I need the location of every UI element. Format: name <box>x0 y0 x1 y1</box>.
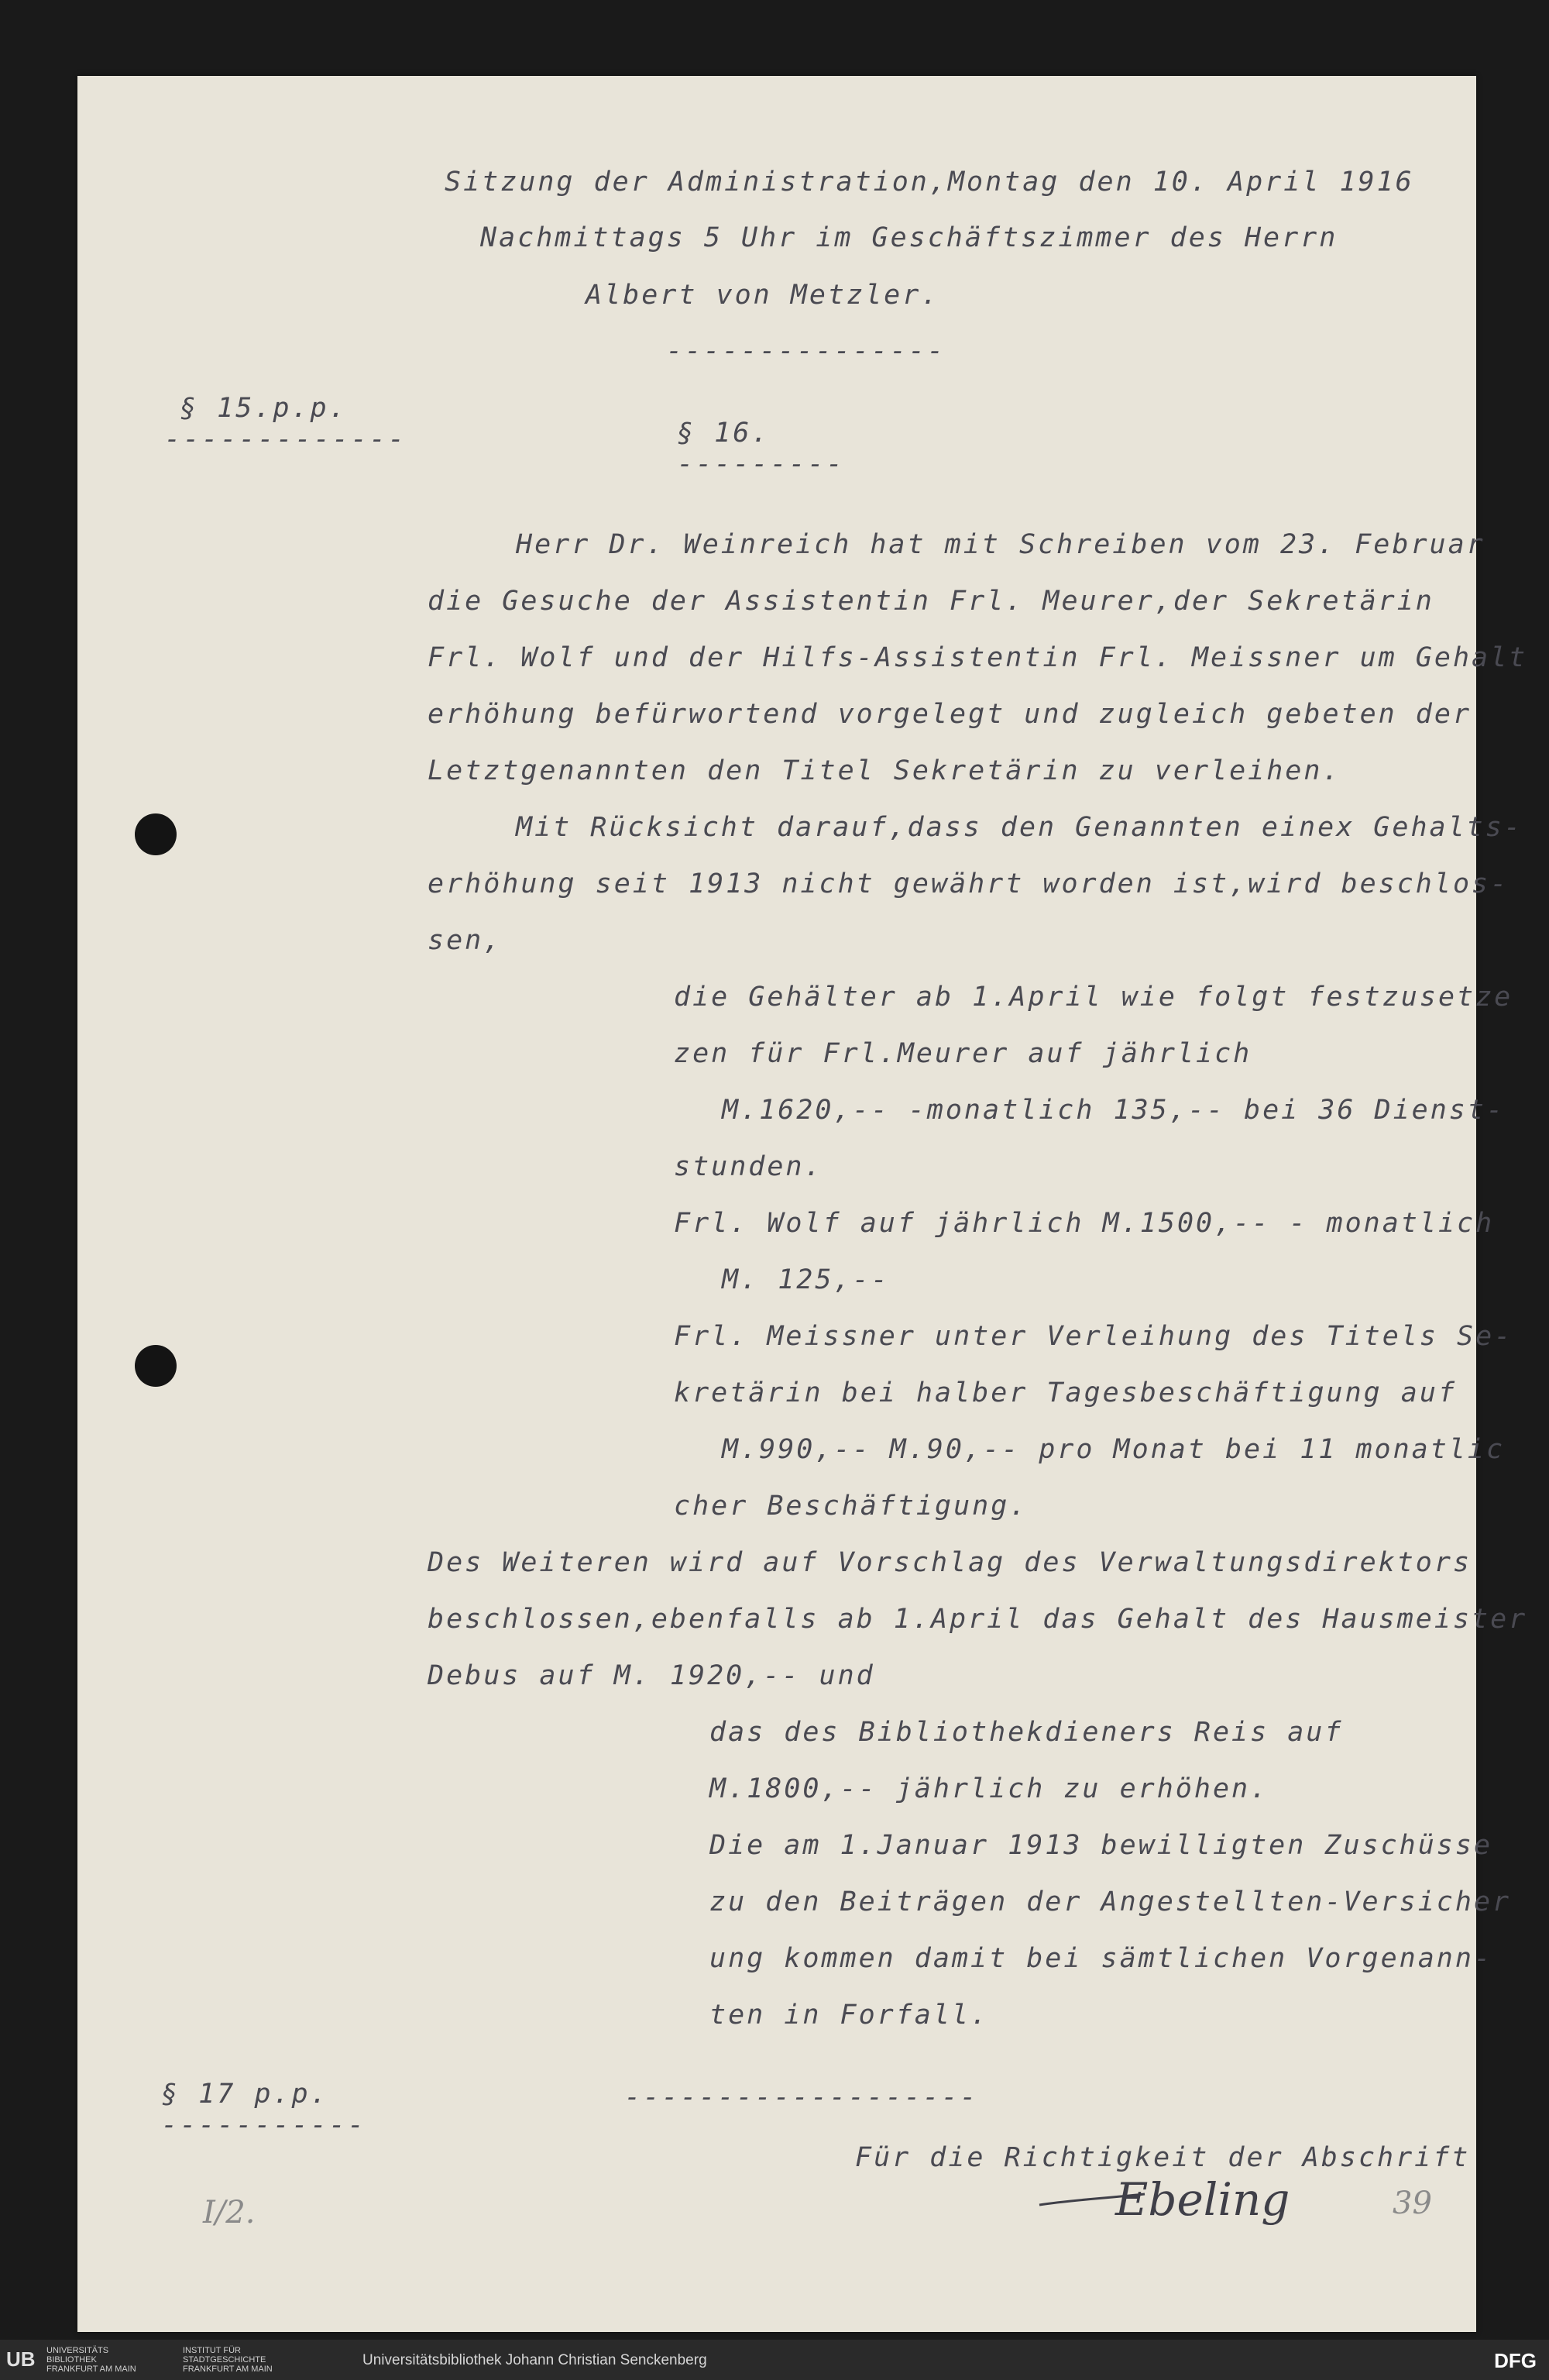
text-line: Frl. Meissner unter Verleihung des Titels Se- <box>674 1321 1513 1352</box>
text-line: Mit Rücksicht darauf,dass den Genannten einex Gehalts- <box>516 812 1523 843</box>
margin-section-ref: § 17 p.p. <box>161 2079 329 2110</box>
signature-stroke <box>1038 2188 1146 2211</box>
heading-line: Sitzung der Administration,Montag den 10. April 1916 <box>445 167 1414 198</box>
margin-rule: ------------- <box>164 424 407 455</box>
pencil-note: I/2. <box>203 2195 256 2230</box>
text-line: Die am 1.Januar 1913 bewilligten Zuschüsse <box>709 1830 1493 1861</box>
text-line: Debus auf M. 1920,-- und <box>428 1660 875 1691</box>
certification-line: Für die Richtigkeit der Abschrift <box>855 2142 1471 2173</box>
text-line: stunden. <box>674 1151 823 1182</box>
text-line: sen, <box>428 925 503 956</box>
section-title: § 16. <box>677 418 771 449</box>
text-line: das des Bibliothekdieners Reis auf <box>709 1717 1344 1748</box>
text-line: zu den Beiträgen der Angestellten-Versicher <box>709 1886 1512 1917</box>
text-line: beschlossen,ebenfalls ab 1.April das Gehalt des Hausmeister <box>428 1604 1528 1635</box>
margin-rule: ----------- <box>161 2110 366 2141</box>
end-rule: ------------------- <box>624 2082 979 2113</box>
text-line: M.990,-- M.90,-- pro Monat bei 11 monatlic <box>722 1434 1506 1465</box>
text-line: M.1620,-- -monatlich 135,-- bei 36 Dienst- <box>722 1095 1506 1126</box>
text-line: M.1800,-- jährlich zu erhöhen. <box>709 1773 1269 1804</box>
ub-logo: UB <box>6 2347 36 2371</box>
text-line: die Gesuche der Assistentin Frl. Meurer,der Sekretärin <box>428 586 1434 617</box>
dfg-logo: DFG <box>1494 2349 1537 2372</box>
signature: Ebeling <box>1115 2173 1290 2226</box>
text-line: erhöhung seit 1913 nicht gewährt worden ist,wird beschlos- <box>428 868 1510 899</box>
isg-logo-text: INSTITUT FÜR STADTGESCHICHTE FRANKFURT AM MAIN <box>183 2346 273 2374</box>
text-line: Frl. Wolf und der Hilfs-Assistentin Frl. Meissner um Gehalt <box>428 642 1528 673</box>
library-name: Universitätsbibliothek Johann Christian Senckenberg <box>362 2352 707 2368</box>
text-line: kretärin bei halber Tagesbeschäftigung auf <box>674 1377 1458 1408</box>
heading-rule: --------------- <box>666 335 946 366</box>
ub-logo-text: UNIVERSITÄTS BIBLIOTHEK FRANKFURT AM MAIN <box>46 2346 136 2374</box>
text-line: ung kommen damit bei sämtlichen Vorgenann- <box>709 1943 1493 1974</box>
text-line: ten in Forfall. <box>709 2000 990 2031</box>
text-line: erhöhung befürwortend vorgelegt und zugleich gebeten der <box>428 699 1472 730</box>
page-number: 39 <box>1393 2186 1432 2221</box>
text-line: Letztgenannten den Titel Sekretärin zu verleihen. <box>428 755 1341 786</box>
text-line: zen für Frl.Meurer auf jährlich <box>674 1038 1252 1069</box>
margin-section-ref: § 15.p.p. <box>180 393 348 424</box>
text-line: M. 125,-- <box>722 1264 890 1295</box>
footer-bar <box>0 2340 1549 2380</box>
text-line: Des Weiteren wird auf Vorschlag des Verwaltungsdirektors <box>428 1547 1472 1578</box>
punch-hole <box>135 813 177 855</box>
text-line: Frl. Wolf auf jährlich M.1500,-- - monatlich <box>674 1208 1495 1239</box>
heading-line: Nachmittags 5 Uhr im Geschäftszimmer des Herrn <box>480 222 1338 253</box>
punch-hole <box>135 1345 177 1387</box>
text-line: die Gehälter ab 1.April wie folgt festzusetze <box>674 982 1513 1013</box>
section-rule: --------- <box>677 449 845 480</box>
text-line: cher Beschäftigung. <box>674 1491 1029 1522</box>
text-line: Herr Dr. Weinreich hat mit Schreiben vom 23. Februar <box>516 529 1485 560</box>
heading-line: Albert von Metzler. <box>586 280 940 311</box>
